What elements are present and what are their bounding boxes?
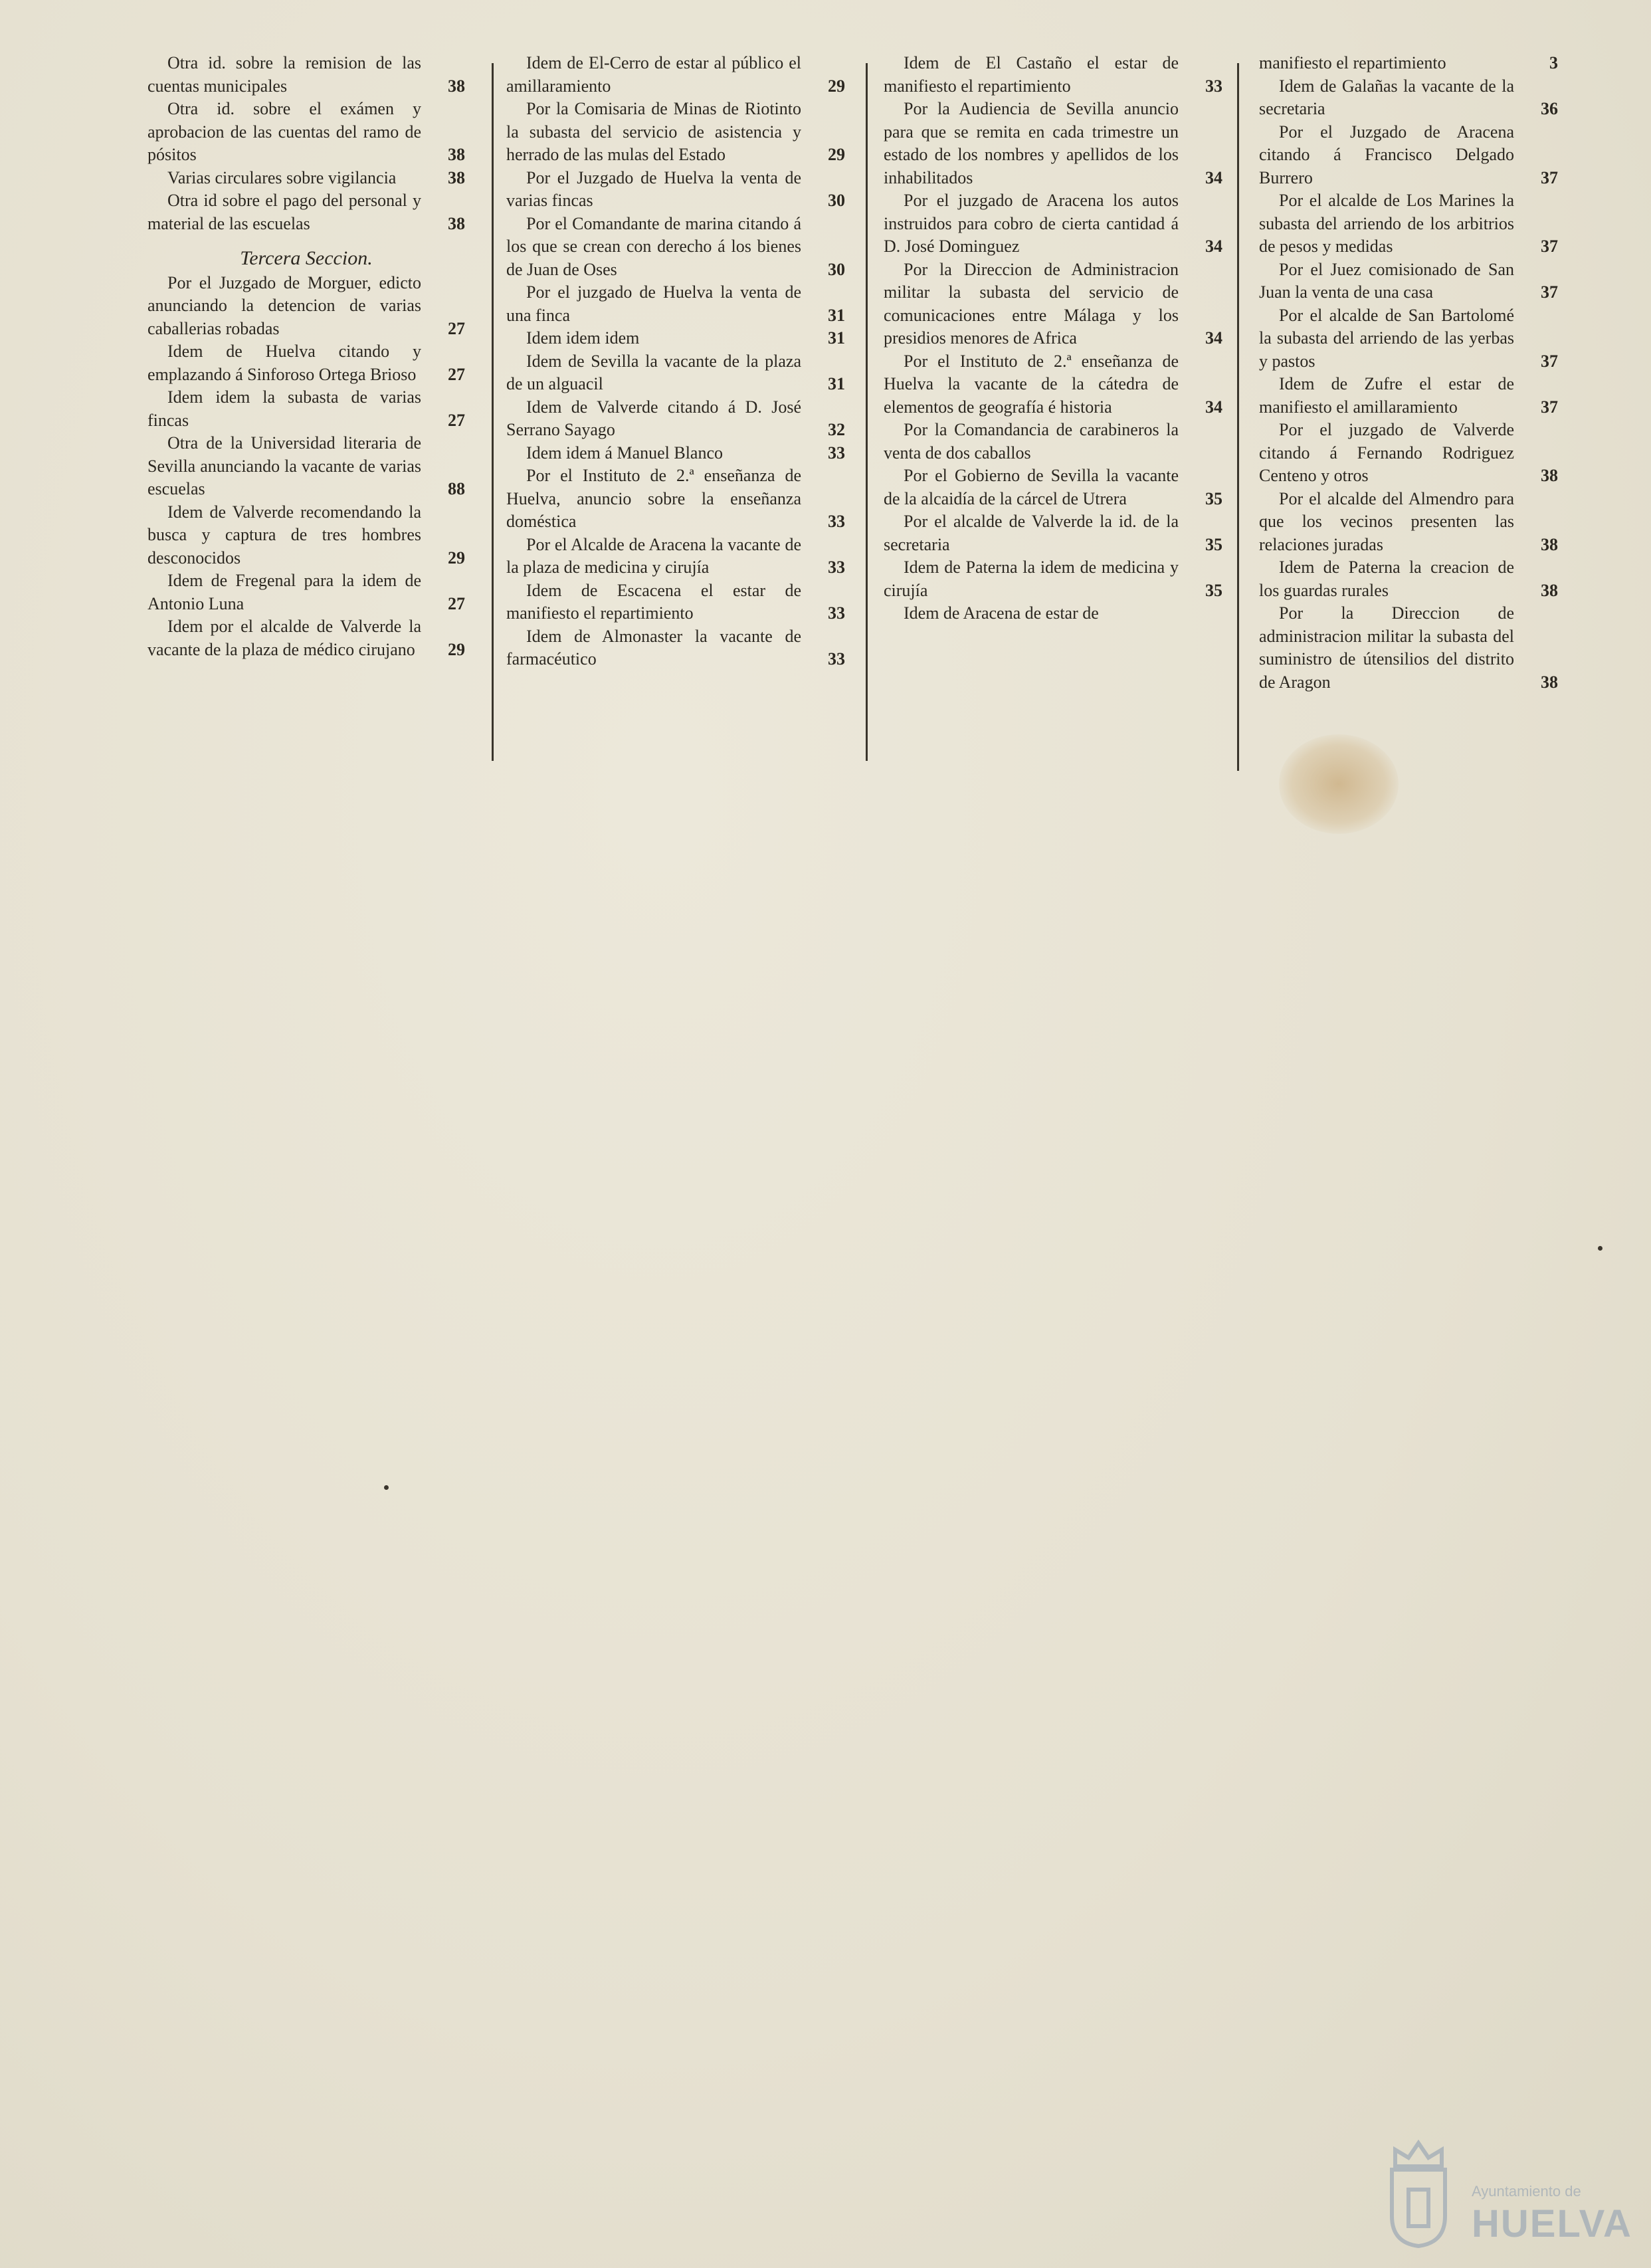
index-entry: Por la Audiencia de Sevilla anuncio para que se remita en cada trimestre un estado de los nombres y apellidos de los inhabilitados 34 — [884, 98, 1222, 189]
index-entry: Por el Juzgado de Morguer, edicto anunciando la detencion de varias caballerias robadas 27 — [147, 272, 465, 341]
section-heading: Tercera Seccion. — [240, 247, 373, 269]
index-entry: Idem por el alcalde de Valverde la vacante de la plaza de médico cirujano 29 — [147, 615, 465, 661]
index-entry: Por el alcalde de San Bartolomé la subasta del arriendo de las yerbas y pastos 37 — [1259, 304, 1558, 373]
index-entry: Idem idem la subasta de varias fincas 27 — [147, 386, 465, 432]
index-entry: Por el Alcalde de Aracena la vacante de la plaza de medicina y cirujía 33 — [506, 534, 845, 579]
city-shield-icon — [1379, 2136, 1458, 2249]
index-entry: Por el Instituto de 2.ª enseñanza de Huelva la vacante de la cátedra de elementos de geografía é historia 34 — [884, 350, 1222, 419]
index-entry: Por el Instituto de 2.ª enseñanza de Huelva, anuncio sobre la enseñanza doméstica 33 — [506, 464, 845, 534]
watermark-logo — [1379, 2136, 1632, 2256]
index-entry: manifiesto el repartimiento 3 — [1259, 52, 1558, 75]
page-number: 34 — [1205, 397, 1222, 417]
ink-speck — [384, 1485, 389, 1490]
page-number: 33 — [828, 512, 845, 531]
page-number: 88 — [448, 479, 465, 498]
column-rule — [866, 63, 868, 761]
index-entry: Por el alcalde de Valverde la id. de la secretaria 35 — [884, 510, 1222, 556]
index-entry: Otra id sobre el pago del personal y material de las escuelas 38 — [147, 189, 465, 235]
entry-group-a — [147, 52, 465, 235]
index-entry: Idem de Sevilla la vacante de la plaza de un alguacil 31 — [506, 350, 845, 396]
index-entry: Por el juzgado de Huelva la venta de una finca 31 — [506, 281, 845, 327]
index-entry: Por el Gobierno de Sevilla la vacante de la alcaidía de la cárcel de Utrera 35 — [884, 464, 1222, 510]
page-number: 35 — [1205, 580, 1222, 600]
page-number: 30 — [828, 191, 845, 210]
page-number: 29 — [828, 76, 845, 96]
index-entry: Idem de Huelva citando y emplazando á Sinforoso Ortega Brioso 27 — [147, 340, 465, 386]
page-number: 33 — [828, 603, 845, 623]
page-number: 34 — [1205, 237, 1222, 256]
index-entry: Otra id. sobre el exámen y aprobacion de las cuentas del ramo de pósitos 38 — [147, 98, 465, 167]
index-entry: Idem de Valverde citando á D. José Serrano Sayago 32 — [506, 396, 845, 442]
page-number: 31 — [828, 305, 845, 325]
index-entry: Idem de Fregenal para la idem de Antonio Luna 27 — [147, 569, 465, 615]
index-entry: Por la Direccion de Administracion militar la subasta del servicio de comunicaciones entre Málaga y los presidios menores de Africa 34 — [884, 258, 1222, 350]
index-entry: Por la Comisaria de Minas de Riotinto la subasta del servicio de asistencia y herrado de las mulas del Estado 29 — [506, 98, 845, 167]
page-number: 37 — [1541, 282, 1558, 302]
index-entry: Idem de Zufre el estar de manifiesto el amillaramiento 37 — [1259, 373, 1558, 419]
page-number: 33 — [1205, 76, 1222, 96]
page-number: 29 — [448, 639, 465, 659]
index-column-2 — [506, 52, 845, 671]
entry-group-b — [147, 272, 465, 662]
index-entry: Por el juzgado de Aracena los autos instruidos para cobro de cierta cantidad á D. José Dominguez 34 — [884, 189, 1222, 258]
index-entry: Por el juzgado de Valverde citando á Fernando Rodriguez Centeno y otros 38 — [1259, 419, 1558, 488]
index-entry: Otra id. sobre la remision de las cuentas municipales 38 — [147, 52, 465, 98]
index-entry: Por la Comandancia de carabineros la venta de dos caballos — [884, 420, 1179, 463]
index-entry: Idem de Escacena el estar de manifiesto el repartimiento 33 — [506, 579, 845, 625]
page-number: 38 — [448, 213, 465, 233]
index-entry: Idem de Almonaster la vacante de farmacéutico 33 — [506, 625, 845, 671]
column-rule — [492, 63, 494, 761]
index-entry: Por el alcalde de Los Marines la subasta del arriendo de los arbitrios de pesos y medidas 37 — [1259, 189, 1558, 258]
index-entry: Idem de El-Cerro de estar al público el amillaramiento 29 — [506, 52, 845, 98]
index-entry: Idem de Valverde recomendando la busca y captura de tres hombres desconocidos 29 — [147, 501, 465, 570]
watermark-line-2: HUELVA — [1472, 2202, 1632, 2245]
page-number: 38 — [1541, 534, 1558, 554]
page-number: 35 — [1205, 488, 1222, 508]
page-number: 29 — [448, 548, 465, 567]
page-number: 31 — [828, 328, 845, 348]
page-number: 38 — [1541, 580, 1558, 600]
page-number: 38 — [1541, 672, 1558, 692]
page-number: 34 — [1205, 328, 1222, 348]
index-entry: Idem de Galañas la vacante de la secretaria 36 — [1259, 75, 1558, 121]
page-number: 33 — [828, 443, 845, 463]
page-number: 31 — [828, 374, 845, 393]
index-entry: Por el Juzgado de Huelva la venta de varias fincas 30 — [506, 167, 845, 213]
paper-stain — [1279, 734, 1399, 834]
index-column-3 — [884, 52, 1222, 625]
page-number: 27 — [448, 593, 465, 613]
index-entry: Por el Juzgado de Aracena citando á Francisco Delgado Burrero 37 — [1259, 121, 1558, 190]
page-number: 33 — [828, 558, 845, 577]
page-number: 38 — [448, 167, 465, 187]
page-number: 35 — [1205, 534, 1222, 554]
page-number: 38 — [1541, 466, 1558, 485]
watermark-line-1: Ayuntamiento de — [1472, 2183, 1581, 2200]
index-entry: Idem de El Castaño el estar de manifiesto el repartimiento 33 — [884, 52, 1222, 98]
page-number: 37 — [1541, 397, 1558, 417]
page-number: 38 — [448, 145, 465, 164]
ink-speck — [1598, 1246, 1602, 1251]
index-entry: Por el Comandante de marina citando á los que se crean con derecho á los bienes de Juan de Oses 30 — [506, 213, 845, 282]
index-entry: Por la Direccion de administracion militar la subasta del suministro de útensilios del distrito de Aragon 38 — [1259, 602, 1558, 694]
page-number: 29 — [828, 145, 845, 164]
index-column-4 — [1259, 52, 1558, 694]
index-entry: Idem de Paterna la creacion de los guardas rurales 38 — [1259, 556, 1558, 602]
index-entry: Por el alcalde del Almendro para que los vecinos presenten las relaciones juradas 38 — [1259, 488, 1558, 557]
index-entry: Idem idem á Manuel Blanco 33 — [506, 442, 845, 465]
index-column-1 — [147, 52, 465, 661]
page-number: 30 — [828, 259, 845, 279]
index-entry: Por el Juez comisionado de San Juan la venta de una casa 37 — [1259, 258, 1558, 304]
page-number: 33 — [828, 649, 845, 669]
page-number: 27 — [448, 364, 465, 384]
index-entry: Idem idem idem 31 — [506, 327, 845, 350]
page-number: 3 — [1549, 53, 1558, 72]
column-rule — [1237, 63, 1239, 771]
index-entry: Idem de Paterna la idem de medicina y cirujía 35 — [884, 556, 1222, 602]
page-number: 37 — [1541, 167, 1558, 187]
page-number: 34 — [1205, 167, 1222, 187]
index-entry: Varias circulares sobre vigilancia 38 — [147, 167, 465, 190]
page-number: 37 — [1541, 237, 1558, 256]
page-number: 27 — [448, 318, 465, 338]
page-number: 32 — [828, 420, 845, 439]
page-number: 36 — [1541, 99, 1558, 118]
page-number: 27 — [448, 410, 465, 430]
index-entry: Otra de la Universidad literaria de Sevilla anunciando la vacante de varias escuelas 88 — [147, 432, 465, 501]
page-number: 37 — [1541, 351, 1558, 371]
index-entry: Idem de Aracena de estar de — [904, 603, 1099, 623]
page-number: 38 — [448, 76, 465, 96]
